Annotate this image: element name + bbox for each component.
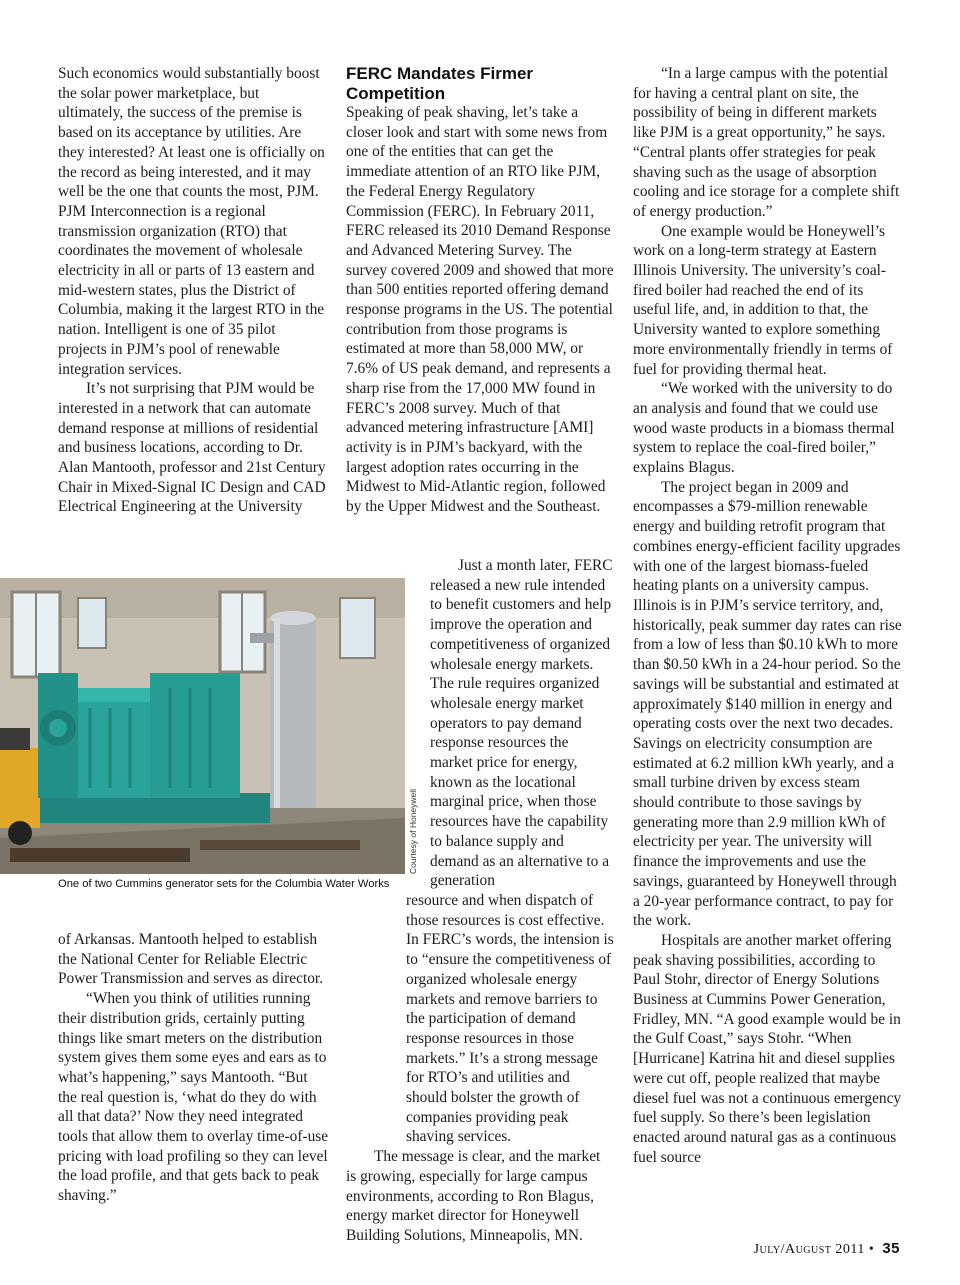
page-footer: [754, 1240, 900, 1258]
footer-bullet: •: [868, 1242, 875, 1257]
page-number: 35: [882, 1240, 900, 1257]
paragraph: Hospitals are another market offering peak shaving possibilities, according to Paul Stohr, director of Energy Solutions Business at Cummins Power Generation, Fridley, MN. “A good example would be in the Gulf Coast,” says Stohr. “When [Hurricane] Katrina hit and diesel supplies were cut off, people realized that maybe diesel fuel was not a continuous emergency fuel supply. So there’s been legislation enacted around natural gas as a continuous fuel source: [633, 931, 902, 1166]
paragraph: It’s not surprising that PJM would be interested in a network that can automate demand response at millions of residential and business locations, according to Dr. Alan Mantooth, professor and 21st Century Chair in Mixed-Signal IC Design and CAD Electrical Engineering at the University: [58, 380, 326, 516]
generator-illustration: [0, 578, 405, 874]
paragraph: Such economics would substantially boost the solar power marketplace, but ultimately, the success of the premise is based on its acceptance by utilities. Are they interested? At least one is officially on the record as being interested, and it may well be the one that counts the most, PJM. PJM Interconnection is a regional transmission organization (RTO) that coordinates the movement of wholesale electricity in all or parts of 13 eastern and mid-western states, plus the District of Columbia, making it the largest RTO in the nation. Intelligent is one of 35 pilot projects in PJM’s pool of renewable integration services.: [58, 65, 325, 378]
paragraph: Speaking of peak shaving, let’s take a closer look and start with some news from one of the entities that can get the immediate attention of an RTO like PJM, the Federal Energy Regulatory Commission (FERC). In February 2011, FERC released its 2010 Demand Response and Advanced Metering Survey. The survey covered 2009 and showed that more than 500 entities reported offering demand response programs in the US. The potential contribution from those programs is estimated at more than 58,000 MW, or 7.6% of US peak demand, and represents a sharp rise from the 17,000 MW found in FERC’s 2008 survey. Much of that advanced metering infrastructure [AMI] activity is in PJM’s backyard, with the largest adoption rates occurring in the Midwest to Mid-Atlantic region, followed by the Upper Midwest and the Southeast.: [346, 104, 614, 516]
paragraph: “When you think of utilities running their distribution grids, certainly putting things like smart meters on the distribution system gives them some eyes and ears as to what’s happening,” says Mantooth. “But the real question is, ‘what do they do with all that data?’ Now they need integrated tools that allow them to overlay time-of-use pricing with load profiling so they can level the load profile, and that gets back to peak shaving.”: [58, 990, 329, 1205]
column-1-top: [58, 64, 328, 517]
photo-credit: Courtesy of Honeywell: [408, 788, 418, 874]
paragraph: “In a large campus with the potential for having a central plant on site, the possibility of being in different markets like PJM is a great opportunity,” he says. “Central plants offer strategies for peak shaving such as the usage of absorption cooling and ice storage for a complete shift of energy production.”: [633, 65, 900, 220]
paragraph: The project began in 2009 and encompasses a $79-million renewable energy and building retrofit program that combines energy-efficient facility upgrades with one of the largest biomass-fueled heating plants on a university campus. Illinois is in PJM’s service territory, and, historically, peak summer day rates can rise from a low of less than $0.10 kWh to more than $0.50 kWh in a 24-hour period. So the savings will be substantial and estimated at approximately $140 million in energy and operating costs over the next two decades. Savings on electricity consumption are estimated at 6.2 million kWh yearly, and a small turbine driven by excess steam should contribute to those savings by generating more than 2.9 million kWh of electricity per year. The university will finance the improvements and use the savings, guaranteed by Honeywell through a 20-year performance contract, to pay for the work.: [633, 478, 902, 930]
column-1-bottom: [58, 930, 330, 1206]
paragraph: The message is clear, and the market is growing, especially for large campus environments, according to Ron Blagus, energy market director for Honeywell Building Solutions, Minneapolis, MN.: [346, 1148, 601, 1244]
paragraph: Just a month later, FERC released a new rule intended to benefit customers and help improve the operation and competitiveness of organized wholesale energy markets. The rule requires organized wholesale energy market operators to pay demand response resources the market price for energy, known as the locational marginal price, when those resources have the capability to balance supply and demand as an alternative to a generation: [430, 557, 613, 890]
column-2-wrapped-text: [430, 556, 614, 891]
column-2-top: [346, 64, 614, 517]
section-headline: FERC Mandates Firmer Competition: [346, 64, 534, 103]
generator-photo: [0, 578, 405, 874]
photo-caption: One of two Cummins generator sets for the Columbia Water Works: [58, 878, 390, 890]
paragraph: resource and when dispatch of those resources is cost effective. In FERC’s words, the intension is to “ensure the competitiveness of organized wholesale energy markets and remove barriers to the participation of demand response resources in those markets.” It’s a strong message for RTO’s and utilities and should bolster the growth of companies providing peak shaving services.: [406, 892, 614, 1146]
column-2-bottom: [346, 891, 614, 1246]
issue-date: July/August 2011: [753, 1242, 865, 1257]
paragraph: One example would be Honeywell’s work on a long-term strategy at Eastern Illinois University. The university’s coal-fired boiler had reached the end of its useful life, and, in addition to that, the University wanted to explore something more environmentally friendly in terms of fuel for providing thermal heat.: [633, 222, 893, 378]
paragraph: “We worked with the university to do an analysis and found that we could use wood waste products in a biomass thermal system to replace the coal-fired boiler,” explains Blagus.: [633, 380, 895, 477]
paragraph: of Arkansas. Mantooth helped to establish the National Center for Reliable Electric Power Transmission and serves as director.: [58, 931, 324, 988]
column-3: [633, 64, 903, 1167]
